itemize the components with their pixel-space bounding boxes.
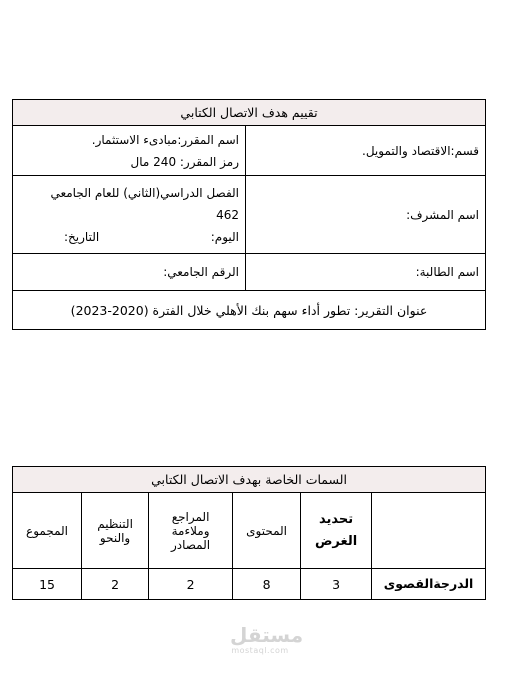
table2-title: السمات الخاصة بهدف الاتصال الكتابي (13, 467, 486, 493)
day-label: اليوم: (210, 229, 240, 244)
max-organization: 2 (82, 569, 149, 600)
report-title: عنوان التقرير: تطور أداء سهم بنك الأهلي خلال الفترة (2020-2023) (13, 291, 486, 330)
course-name: اسم المقرر:مبادىء الاستثمار. (91, 132, 240, 147)
max-purpose: 3 (301, 569, 372, 600)
department-cell: قسم:الاقتصاد والتمويل. (246, 126, 486, 176)
semester-cell (13, 176, 246, 254)
watermark-latin: mostaql.com (231, 646, 289, 655)
semester-line1: الفصل الدراسي(الثاني) للعام الجامعي (50, 185, 240, 200)
semester-line2: 462 (216, 207, 240, 222)
empty-corner-cell (372, 493, 486, 569)
table1-title: تقييم هدف الاتصال الكتابي (13, 100, 486, 126)
max-references: 2 (149, 569, 233, 600)
rubric-table (12, 466, 486, 600)
max-score-label: الدرجةالقصوى (372, 569, 486, 600)
max-content: 8 (233, 569, 301, 600)
watermark-arabic: مستقل (230, 623, 304, 647)
header-content: المحتوى (233, 493, 301, 569)
header-total: المجموع (13, 493, 82, 569)
max-total: 15 (13, 569, 82, 600)
course-info-cell (13, 126, 246, 176)
mostaql-watermark (230, 623, 304, 655)
student-id-label: الرقم الجامعي: (13, 254, 246, 291)
header-organization: التنظيم والنحو (82, 493, 149, 569)
date-label: التاريخ: (64, 229, 100, 244)
course-code: رمز المقرر: 240 مال (130, 154, 240, 169)
header-references: المراجع وملاءمة المصادر (149, 493, 233, 569)
student-name-label: اسم الطالبة: (246, 254, 486, 291)
supervisor-label: اسم المشرف: (246, 176, 486, 254)
header-purpose: تحديد الغرض (301, 493, 372, 569)
evaluation-info-table (12, 99, 486, 330)
